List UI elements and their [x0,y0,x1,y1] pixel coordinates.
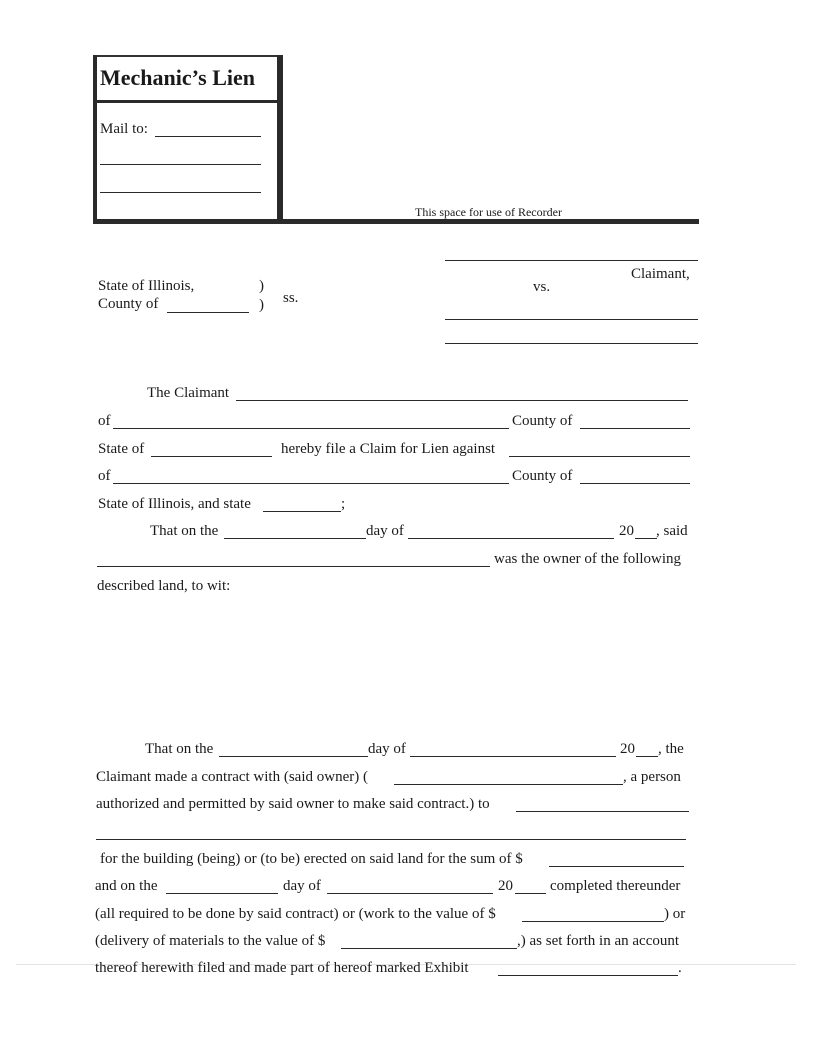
and-on-the-label: and on the [95,878,158,894]
of-label-2: of [98,468,111,484]
work-value-field[interactable] [522,905,664,923]
mail-to-line-2[interactable] [100,148,261,166]
mail-to-line-1[interactable] [155,120,261,138]
day-of-label-3: day of [283,878,321,894]
contract-to-field[interactable] [516,795,689,813]
the-claimant-label: The Claimant [147,385,230,401]
period: . [678,960,682,976]
that-on-the-label-2: That on the [145,741,214,757]
day-of-label-1: day of [366,523,404,539]
recorder-note: This space for use of Recorder [415,205,562,219]
lien-against-field[interactable] [509,440,690,458]
ownership-month-field[interactable] [408,522,614,540]
header-box-right-border [277,55,283,223]
defendant-line-2[interactable] [445,327,698,345]
caption-paren-2: ) [259,297,264,313]
claimant-field[interactable] [236,384,688,402]
ss-label: ss. [283,290,299,306]
as-set-forth-label: ,) as set forth in an account [517,933,680,949]
contract-party-field[interactable] [394,768,623,786]
state-caption-label: State of Illinois, [98,278,195,294]
described-land-label: described land, to wit: [97,578,231,594]
contract-to-continued-field[interactable] [96,823,686,841]
claimant-name-field[interactable] [445,244,698,262]
completion-year-field[interactable] [515,877,546,895]
exhibit-field[interactable] [498,959,678,977]
document-title: Mechanic’s Lien [100,65,255,90]
owner-name-field[interactable] [97,550,490,568]
completion-month-field[interactable] [327,877,493,895]
header-box-divider [93,100,283,103]
semicolon: ; [341,496,346,512]
county-caption-field[interactable] [167,296,249,314]
owner-address-field[interactable] [113,467,509,485]
contract-month-field[interactable] [410,740,616,758]
contract-year-field[interactable] [636,740,658,758]
claimant-state-field[interactable] [151,440,272,458]
recorder-space-bottom-rule [93,219,699,224]
authorized-label: authorized and permitted by said owner to make said contract.) to [96,796,490,812]
delivery-label: (delivery of materials to the value of $ [95,933,326,949]
ownership-year-field[interactable] [635,522,657,540]
year-prefix-1: 20 [619,523,634,539]
owner-of-label: was the owner of the following [494,551,682,567]
materials-value-field[interactable] [341,932,517,950]
or-close-label: ) or [664,906,686,922]
mail-to-line-3[interactable] [100,176,261,194]
county-of-label-1: County of [512,413,573,429]
contract-with-label: Claimant made a contract with (said owner) ( [96,769,368,785]
header-box-left-border [93,55,97,223]
claimant-caption-label: Claimant, [631,266,690,282]
completed-label: completed thereunder [550,878,681,894]
county-of-label-2: County of [512,468,573,484]
year-prefix-3: 20 [498,878,513,894]
state-illinois-label: State of Illinois, and state [98,496,251,512]
for-building-label: for the building (being) or (to be) erected on said land for the sum of $ [100,851,523,867]
state-statement-field[interactable] [263,495,341,513]
that-on-the-label-1: That on the [150,523,219,539]
county-caption-label: County of [98,296,159,312]
the-label: , the [658,741,684,757]
owner-county-field[interactable] [580,467,690,485]
header-box-top-border [93,55,283,57]
claimant-address-field[interactable] [113,412,509,430]
ownership-day-field[interactable] [224,522,366,540]
a-person-label: , a person [623,769,681,785]
all-required-label: (all required to be done by said contract) or (work to the value of $ [95,906,496,922]
mail-to-label: Mail to: [100,121,148,137]
caption-paren-1: ) [259,278,264,294]
state-of-label: State of [98,441,145,457]
year-prefix-2: 20 [620,741,635,757]
contract-day-field[interactable] [219,740,368,758]
thereof-label: thereof herewith filed and made part of hereof marked Exhibit [95,960,469,976]
completion-day-field[interactable] [166,877,278,895]
hereby-file-label: hereby file a Claim for Lien against [281,441,496,457]
said-label: , said [656,523,688,539]
defendant-line-1[interactable] [445,303,698,321]
vs-label: vs. [533,279,551,295]
sum-amount-field[interactable] [549,850,684,868]
day-of-label-2: day of [368,741,406,757]
of-label-1: of [98,413,111,429]
claimant-county-field[interactable] [580,412,690,430]
